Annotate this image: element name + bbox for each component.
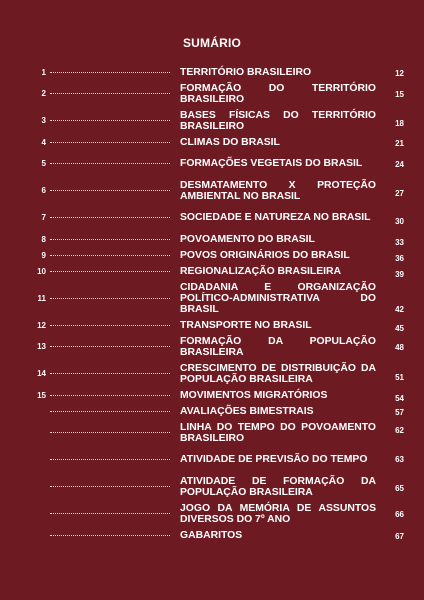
toc-entry-title: BASES FÍSICAS DO TERRITÓRIO BRASILEIRO xyxy=(180,109,376,132)
toc-entry-title: ATIVIDADE DE FORMAÇÃO DA POPULAÇÃO BRASILEIRA xyxy=(180,475,376,498)
toc-entry[interactable] xyxy=(34,64,404,80)
dot-leader xyxy=(50,395,170,396)
dot-leader xyxy=(50,190,170,191)
toc-entry[interactable] xyxy=(34,150,404,177)
dot-leader xyxy=(50,459,170,460)
toc-entry[interactable] xyxy=(34,80,404,107)
toc-entry-number: 14 xyxy=(37,369,46,378)
toc-entry[interactable] xyxy=(34,107,404,134)
toc-entry-number: 1 xyxy=(41,67,46,77)
dot-leader xyxy=(50,93,170,94)
dot-leader xyxy=(50,373,170,374)
dot-leader xyxy=(50,411,170,412)
toc-entry-page: 24 xyxy=(395,160,404,169)
dot-leader xyxy=(50,486,170,487)
dot-leader xyxy=(50,298,170,299)
toc-entry-title: SOCIEDADE E NATUREZA NO BRASIL xyxy=(180,212,371,223)
toc-entry-title: POVOAMENTO DO BRASIL xyxy=(180,233,315,245)
toc-entry-page: 66 xyxy=(395,510,404,519)
toc-entry-page: 51 xyxy=(395,373,404,382)
toc-entry-number: 15 xyxy=(37,390,46,400)
toc-entry-title: AVALIAÇÕES BIMESTRAIS xyxy=(180,405,314,417)
toc-entry[interactable] xyxy=(34,419,404,446)
toc-entry-page: 42 xyxy=(395,305,404,314)
toc-entry[interactable] xyxy=(34,387,404,403)
toc-entry[interactable] xyxy=(34,500,404,527)
toc-entry[interactable] xyxy=(34,177,404,204)
toc-entry-title: FORMAÇÃO DA POPULAÇÃO BRASILEIRA xyxy=(180,335,376,358)
toc-entry-number: 4 xyxy=(41,137,46,147)
toc-entry[interactable] xyxy=(34,527,404,543)
toc-entry[interactable] xyxy=(34,134,404,150)
toc-entry[interactable] xyxy=(34,279,404,317)
toc-entry[interactable] xyxy=(34,317,404,333)
toc-entry-page: 54 xyxy=(395,394,404,403)
toc-entry-title: GABARITOS xyxy=(180,529,243,541)
toc-entry-title: MOVIMENTOS MIGRATÓRIOS xyxy=(180,389,328,401)
toc-entry-page: 65 xyxy=(395,484,404,493)
toc-entry-title: FORMAÇÃO DO TERRITÓRIO BRASILEIRO xyxy=(180,82,376,105)
dot-leader xyxy=(50,325,170,326)
toc-entry-title: CIDADANIA E ORGANIZAÇÃO POLÍTICO-ADMINISTRATIVA DO BRASIL xyxy=(180,281,376,315)
dot-leader xyxy=(50,271,170,272)
dot-leader xyxy=(50,142,170,143)
toc-entry[interactable] xyxy=(34,333,404,360)
toc-entry-title: DESMATAMENTO X PROTEÇÃO AMBIENTAL NO BRASIL xyxy=(180,179,376,202)
toc-entry-title: REGIONALIZAÇÃO BRASILEIRA xyxy=(180,265,342,277)
toc-entry-number: 2 xyxy=(41,89,46,98)
table-of-contents xyxy=(34,64,404,544)
toc-entry-title: ATIVIDADE DE PREVISÃO DO TEMPO xyxy=(180,454,368,465)
toc-entry-page: 12 xyxy=(395,69,404,78)
toc-entry-page: 30 xyxy=(395,217,404,226)
toc-entry-page: 33 xyxy=(395,238,404,247)
toc-entry-page: 15 xyxy=(395,90,404,99)
toc-entry-page: 48 xyxy=(395,343,404,352)
toc-entry-page: 39 xyxy=(395,270,404,279)
toc-entry-page: 57 xyxy=(395,408,404,417)
toc-entry[interactable] xyxy=(34,473,404,500)
toc-entry-number: 12 xyxy=(37,320,46,330)
dot-leader xyxy=(50,239,170,240)
toc-entry-title: CLIMAS DO BRASIL xyxy=(180,136,280,148)
toc-entry-number: 9 xyxy=(41,250,46,260)
toc-entry-title: TRANSPORTE NO BRASIL xyxy=(180,319,312,331)
toc-entry-title: FORMAÇÕES VEGETAIS DO BRASIL xyxy=(180,158,363,169)
toc-entry[interactable] xyxy=(34,360,404,387)
toc-entry-page: 21 xyxy=(395,139,404,148)
toc-entry-number: 7 xyxy=(41,213,46,222)
toc-entry-page: 67 xyxy=(395,532,404,541)
page-title: SUMÁRIO xyxy=(182,36,242,50)
toc-entry-title: CRESCIMENTO DE DISTRIBUIÇÃO DA POPULAÇÃO BRASILEIRA xyxy=(180,362,376,385)
dot-leader xyxy=(50,72,170,73)
toc-entry-title: POVOS ORIGINÁRIOS DO BRASIL xyxy=(180,249,350,261)
toc-entry[interactable] xyxy=(34,403,404,419)
toc-entry-page: 27 xyxy=(395,189,404,198)
toc-entry-number: 8 xyxy=(41,234,46,244)
toc-entry[interactable] xyxy=(34,446,404,473)
toc-entry-page: 62 xyxy=(395,426,404,435)
dot-leader xyxy=(50,432,170,433)
dot-leader xyxy=(50,535,170,536)
toc-entry[interactable] xyxy=(34,204,404,231)
dot-leader xyxy=(50,255,170,256)
toc-entry-number: 11 xyxy=(37,293,46,303)
toc-entry-number: 10 xyxy=(37,266,46,276)
dot-leader xyxy=(50,217,170,218)
dot-leader xyxy=(50,163,170,164)
dot-leader xyxy=(50,346,170,347)
toc-entry-page: 36 xyxy=(395,254,404,263)
toc-entry-page: 18 xyxy=(395,119,404,128)
toc-entry-number: 13 xyxy=(37,342,46,351)
toc-entry-page: 45 xyxy=(395,324,404,333)
toc-entry[interactable] xyxy=(34,231,404,247)
toc-entry-page: 63 xyxy=(395,455,404,464)
toc-entry[interactable] xyxy=(34,263,404,279)
toc-entry-title: LINHA DO TEMPO DO POVOAMENTO BRASILEIRO xyxy=(180,421,376,444)
toc-entry-title: TERRITÓRIO BRASILEIRO xyxy=(180,66,312,78)
dot-leader xyxy=(50,120,170,121)
dot-leader xyxy=(50,513,170,514)
toc-entry-number: 5 xyxy=(41,159,46,168)
toc-entry-number: 3 xyxy=(41,116,46,125)
toc-entry-title: JOGO DA MEMÓRIA DE ASSUNTOS DIVERSOS DO 7º ANO xyxy=(180,502,376,525)
toc-entry[interactable] xyxy=(34,247,404,263)
toc-entry-number: 6 xyxy=(41,186,46,195)
